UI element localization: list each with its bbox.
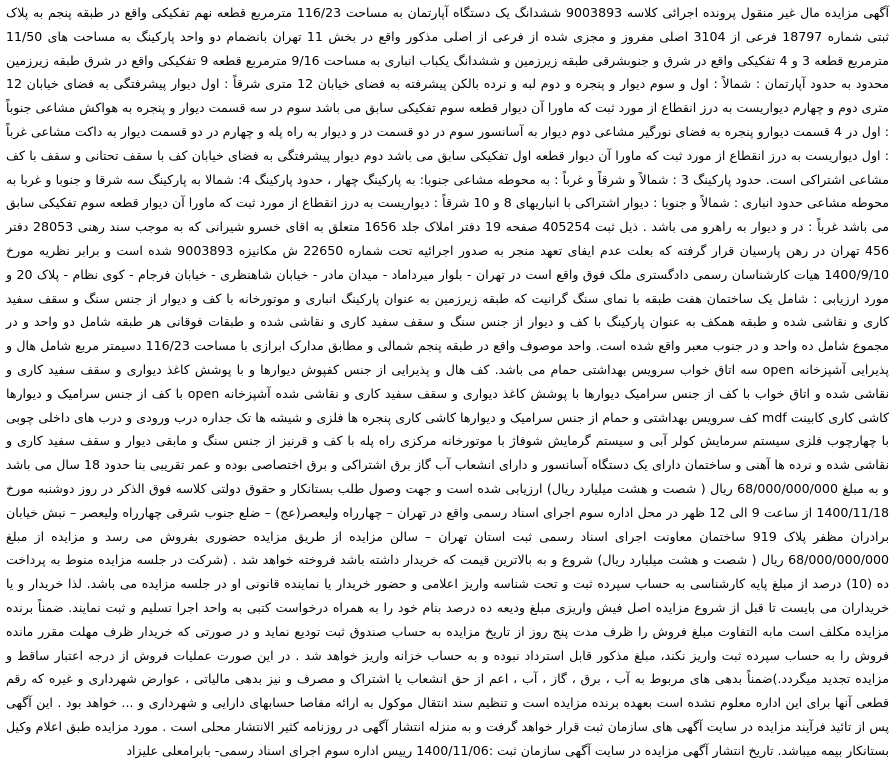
- notice-body-text: آگهی مزایده مال غیر منقول پرونده اجرائی کلاسه 9003893 ششدانگ یک دستگاه آپارتمان به مساحت 116/23 مترمربع قطعه نهم تفکیکی واقع در طبقه پنجم به پلاک ثبتی شماره 18797 فرعی از 3104 اصلی مفروز و مجزی شده از فرعی از اصلی مذکور واقع در بخش 11 تهران بانضمام دو واحد پارکینگ به مساحت های 11/50 مترمربع قطعه 3 و 4 تفکیکی واقع در شرق و جنوبشرقی طبقه زیرزمین و ششدانگ یکباب انباری به مساحت 9/16 مترمربع قطعه 9 تفکیکی واقع در شرق طبقه زیرزمین محدود به حدود آپارتمان : شمالاً : اول و سوم دیوار و پنجره و دوم لبه و نرده بالکن پیشرفته به فضای خیابان 12 متری شرقاً : اول دیوار پیشرفتگی به فضای خیابان 12 متری دوم و چهارم دیواریست به درز انقطاع از مورد ثبت که ماورا آن دیوار قطعه سوم تفکیکی سابق می باشد سوم در سه قسمت دیوار و پنجره به هواکش مشاعی جنوباً : اول در 4 قسمت دیوارو پنجره به فضای نورگیر مشاعی دوم دیوار به آسانسور سوم در دو قسمت در و دیوار به راه پله و چهارم در دو قسمت دیوار به داکت مشاعی غرباً : اول دیواریست به درز انقطاع از مورد ثبت که ماورا آن دیوار قطعه اول تفکیکی سابق می باشد دوم دیوار پیشرفتگی به فضای خیابان کف با سقف تحتانی و سقف با کف مشاعی اشتراکی است. حدود پارکینگ 3 : شمالاً و شرقاً و غرباً : به محوطه مشاعی جنوبا: به پارکینگ چهار ، حدود پارکینگ 4: شمالا به پارکینگ سه شرقا و جنوبا و غربا به محوطه مشاعی حدود انباری : شمالاً و جنوبا : دیوار اشتراکی با انباریهای 8 و 10 شرقاً : دیواریست به درز انقطاع از مورد ثبت که ماورا آن دیوار قطعه سوم تفکیکی سابق می باشد غرباً : در و دیوار به راهرو می باشد . ذیل ثبت 405254 صفحه 19 دفتر املاک جلد 1656 متعلق به اقای خسرو شیرانی که به موجب سند رهنی 28053 دفتر 456 تهران در رهن پارسیان قرار گرفته که بعلت عدم ایفای تعهد منجر به صدور اجرائیه تحت شماره 22650 ش مکانیزه 9003893 شده است و برابر نظریه مورخ 1400/9/10 هیات کارشناسان رسمی دادگستری ملک فوق واقع است در تهران - بلوار میرداماد - میدان مادر - خیابان شاهنظری - خیابان فرجام - کوی نظام - پلاک 20 و مورد ارزیابی : شامل یک ساختمان هفت طبقه با نمای سنگ گرانیت که طبقه زیرزمین به عنوان پارکینگ انباری و موتورخانه با کف و دیوار از جنس سنگ و سقف سفید کاری و نقاشی شده و طبقه همکف به عنوان پارکینگ با کف و دیوار از جنس سنگ و سقف سفید کاری و نقاشی شده و طبقات فوقانی هر طبقه شامل دو واحد و در مجموع شامل ده واحد و در جنوب معبر واقع شده است. واحد موصوف واقع در طبقه پنجم شمالی و مطابق مدارک ابرازی با مساحت 116/23 دسیمتر مربع شامل هال و پذیرایی آشپزخانه open سه اتاق خواب سرویس بهداشتی حمام می باشد. کف هال و پذیرایی از جنس کفپوش دیوارها و با پوشش کاغذ دیواری و سقف سفید کاری و نقاشی شده و اتاق خواب با کف از جنس سرامیک دیوارها با پوشش کاغذ دیواری و سقف سفید کاری و نقاشی شده آشپزخانه open با کف از جنس سرامیک و دیوارها کاشی کاری کابینت mdf کف سرویس بهداشتی و حمام از جنس سرامیک و دیوارها کاشی کاری پنجره ها فلزی و شیشه ها تک جداره درب ورودی و درب های داخلی چوبی با چهارچوب فلزی سیستم سرمایش کولر آبی و سیستم گرمایش شوفاژ با موتورخانه مرکزی راه پله با کف و قرنیز از جنس سنگ و مابقی دیوار و سقف سفید کاری و نقاشی شده و نرده ها آهنی و ساختمان دارای یک دستگاه آسانسور و دارای انشعاب آب گاز برق اشتراکی و برق اختصاصی بوده و عمر تقریبی بنا حدود 18 سال می باشد و به مبلغ 68/000/000/000 ریال ( شصت و هشت میلیارد ریال) ارزیابی شده است و جهت وصول طلب بستانکار و حقوق دولتی کلاسه فوق الذکر در روز دوشنبه مورخ 1400/11/18 از ساعت 9 الی 12 ظهر در محل اداره سوم اجرای اسناد رسمی واقع در تهران – چهارراه ولیعصر(عج) – ضلع جنوب شرقی چهارراه ولیعصر – نبش خیابان برادران مظفر پلاک 919 ساختمان معاونت اجرای اسناد رسمی ثبت استان تهران – سالن مزایده از طریق مزایده حضوری بفروش می رسد و مزایده از مبلغ 68/000/000/000 ریال ( شصت و هشت میلیارد ریال) شروع و به بالاترین قیمت که خریدار داشته باشد فروخته خواهد شد . (شرکت در جلسه مزایده منوط به پرداخت ده (10) درصد از مبلغ پایه کارشناسی به حساب سپرده ثبت و تحت شناسه واریز اعلامی و حضور خریدار یا نماینده قانونی او در جلسه مزایده می باشد. لذا خریدار و یا خریداران می بایست تا قبل از شروع مزایده اصل فیش واریزی مبلغ ودیعه ده درصد بنام خود را به همراه درخواست کتبی به واحد اجرا تسلیم و ثبت نمایند. ضمناً برنده مزایده مکلف است مابه التفاوت مبلغ فروش را ظرف مدت پنج روز از تاریخ مزایده به حساب صندوق ثبت تودیع نماید و در صورتی که خریدار ظرف مهلت مقرر مانده فروش را به حساب سپرده ثبت واریز نکند، مبلغ مذکور قابل استرداد نبوده و به حساب خزانه واریز خواهد شد . در این صورت عملیات فروش از درجه اعتبار ساقط و مزایده تجدید میگردد.)ضمناً بدهی های مربوط به آب ، برق ، گاز ، آب ، اعم از حق انشعاب یا اشتراک و مصرف و نیز بدهی مالیاتی ، عوارض شهرداری و غیره که رقم قطعی آنها برای این اداره معلوم نشده است بعهده برنده مزایده است و تنظیم سند انتقال موکول به ارائه مفاصا حسابهای دارایی و شهرداری و ... خواهد بود . این آگهی پس از تائید فرآیند مزایده در سایت آگهی های سازمان ثبت قرار خواهد گرفت و به منزله انتشار آگهی در روزنامه کثیر الانتشار محلی است . مورد مزایده طبق اعلام وکیل بستانکار بیمه میباشد. تاریخ انتشار آگهی مزایده در سایت آگهی سازمان ثبت :1400/11/06 رییس اداره سوم اجرای اسناد رسمی- بابرامعلی علیزاد: [6, 5, 890, 758]
